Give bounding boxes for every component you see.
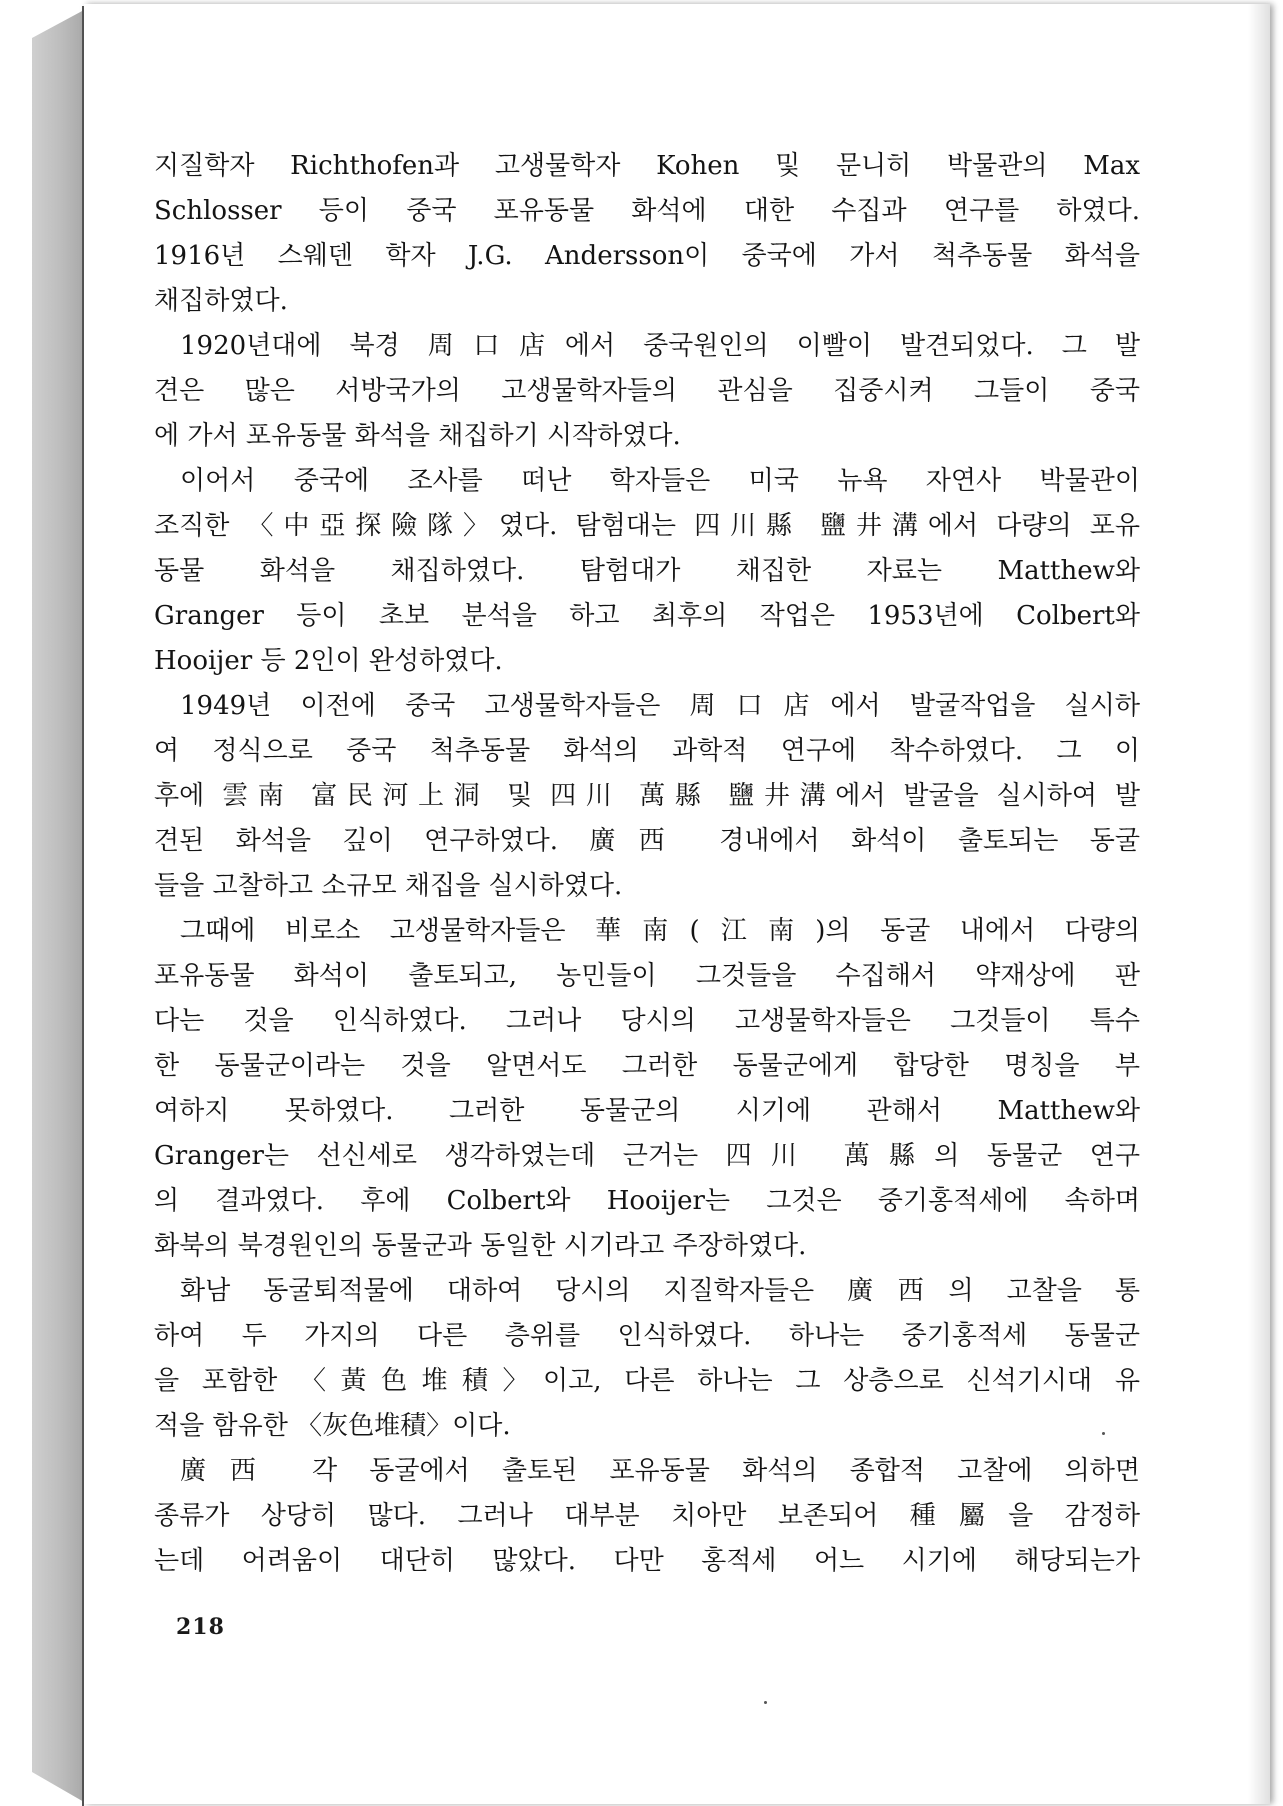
text-line: 지질학자 Richthofen과 고생물학자 Kohen 및 문니히 박물관의 Max (154, 151, 1140, 181)
text-line: 화북의 북경원인의 동물군과 동일한 시기라고 주장하였다. (154, 1231, 807, 1261)
text-line: 에 가서 포유동물 화석을 채집하기 시작하였다. (154, 421, 681, 451)
text-line: 화남 동굴퇴적물에 대하여 당시의 지질학자들은 廣西의 고찰을 통 (180, 1276, 1140, 1306)
text-line: Granger는 선신세로 생각하였는데 근거는 四川 萬縣의 동물군 연구 (154, 1141, 1140, 1171)
scan-speck (764, 1701, 767, 1704)
text-line: 여 정식으로 중국 척추동물 화석의 과학적 연구에 착수하였다. 그 이 (154, 736, 1140, 766)
text-line: 채집하였다. (154, 286, 288, 316)
text-line: 후에 雲南 富民河上洞 및 四川 萬縣 鹽井溝에서 발굴을 실시하여 발 (154, 781, 1141, 811)
text-line: 견된 화석을 깊이 연구하였다. 廣西 경내에서 화석이 출토되는 동굴 (154, 826, 1140, 856)
text-line: 동물 화석을 채집하였다. 탐험대가 채집한 자료는 Matthew와 (154, 556, 1140, 586)
text-line: 포유동물 화석이 출토되고, 농민들이 그것들을 수집해서 약재상에 판 (154, 961, 1140, 991)
text-line: 조직한 〈中亞探險隊〉였다. 탐험대는 四川縣 鹽井溝에서 다량의 포유 (154, 511, 1140, 541)
text-line: 1920년대에 북경 周口店에서 중국원인의 이빨이 발견되었다. 그 발 (180, 331, 1140, 361)
text-line: 적을 함유한 〈灰色堆積〉이다. (154, 1411, 511, 1441)
text-line: 들을 고찰하고 소규모 채집을 실시하였다. (154, 871, 623, 901)
text-line: 종류가 상당히 많다. 그러나 대부분 치아만 보존되어 種屬을 감정하 (154, 1501, 1140, 1531)
text-line: Hooijer 등 2인이 완성하였다. (154, 646, 503, 676)
text-line: 1949년 이전에 중국 고생물학자들은 周口店에서 발굴작업을 실시하 (180, 691, 1140, 721)
text-line: 그때에 비로소 고생물학자들은 華南(江南)의 동굴 내에서 다량의 (180, 916, 1140, 946)
book-spine (32, 10, 84, 1802)
text-line: 다는 것을 인식하였다. 그러나 당시의 고생물학자들은 그것들이 특수 (154, 1006, 1140, 1036)
text-line: 견은 많은 서방국가의 고생물학자들의 관심을 집중시켜 그들이 중국 (154, 376, 1140, 406)
text-line: 는데 어려움이 대단히 많았다. 다만 홍적세 어느 시기에 해당되는가 (154, 1546, 1140, 1576)
text-line: 한 동물군이라는 것을 알면서도 그러한 동물군에게 합당한 명칭을 부 (154, 1051, 1140, 1081)
text-line: 여하지 못하였다. 그러한 동물군의 시기에 관해서 Matthew와 (154, 1096, 1140, 1126)
text-line: 의 결과였다. 후에 Colbert와 Hooijer는 그것은 중기홍적세에 속하며 (154, 1186, 1140, 1216)
text-line: 1916년 스웨덴 학자 J.G. Andersson이 중국에 가서 척추동물 화석을 (154, 241, 1140, 271)
text-line: 이어서 중국에 조사를 떠난 학자들은 미국 뉴욕 자연사 박물관이 (180, 466, 1140, 496)
text-line: 하여 두 가지의 다른 층위를 인식하였다. 하나는 중기홍적세 동물군 (154, 1321, 1140, 1351)
text-line: 을 포함한 〈黃色堆積〉이고, 다른 하나는 그 상층으로 신석기시대 유 (154, 1366, 1140, 1396)
text-line: 廣西 각 동굴에서 출토된 포유동물 화석의 종합적 고찰에 의하면 (180, 1456, 1140, 1486)
page-edge-shadow (1248, 4, 1270, 1804)
text-line: Schlosser 등이 중국 포유동물 화석에 대한 수집과 연구를 하였다. (154, 196, 1140, 226)
page-body-text (154, 144, 1140, 1584)
text-line: Granger 등이 초보 분석을 하고 최후의 작업은 1953년에 Colbert와 (154, 601, 1140, 631)
page-number: 218 (176, 1614, 225, 1640)
